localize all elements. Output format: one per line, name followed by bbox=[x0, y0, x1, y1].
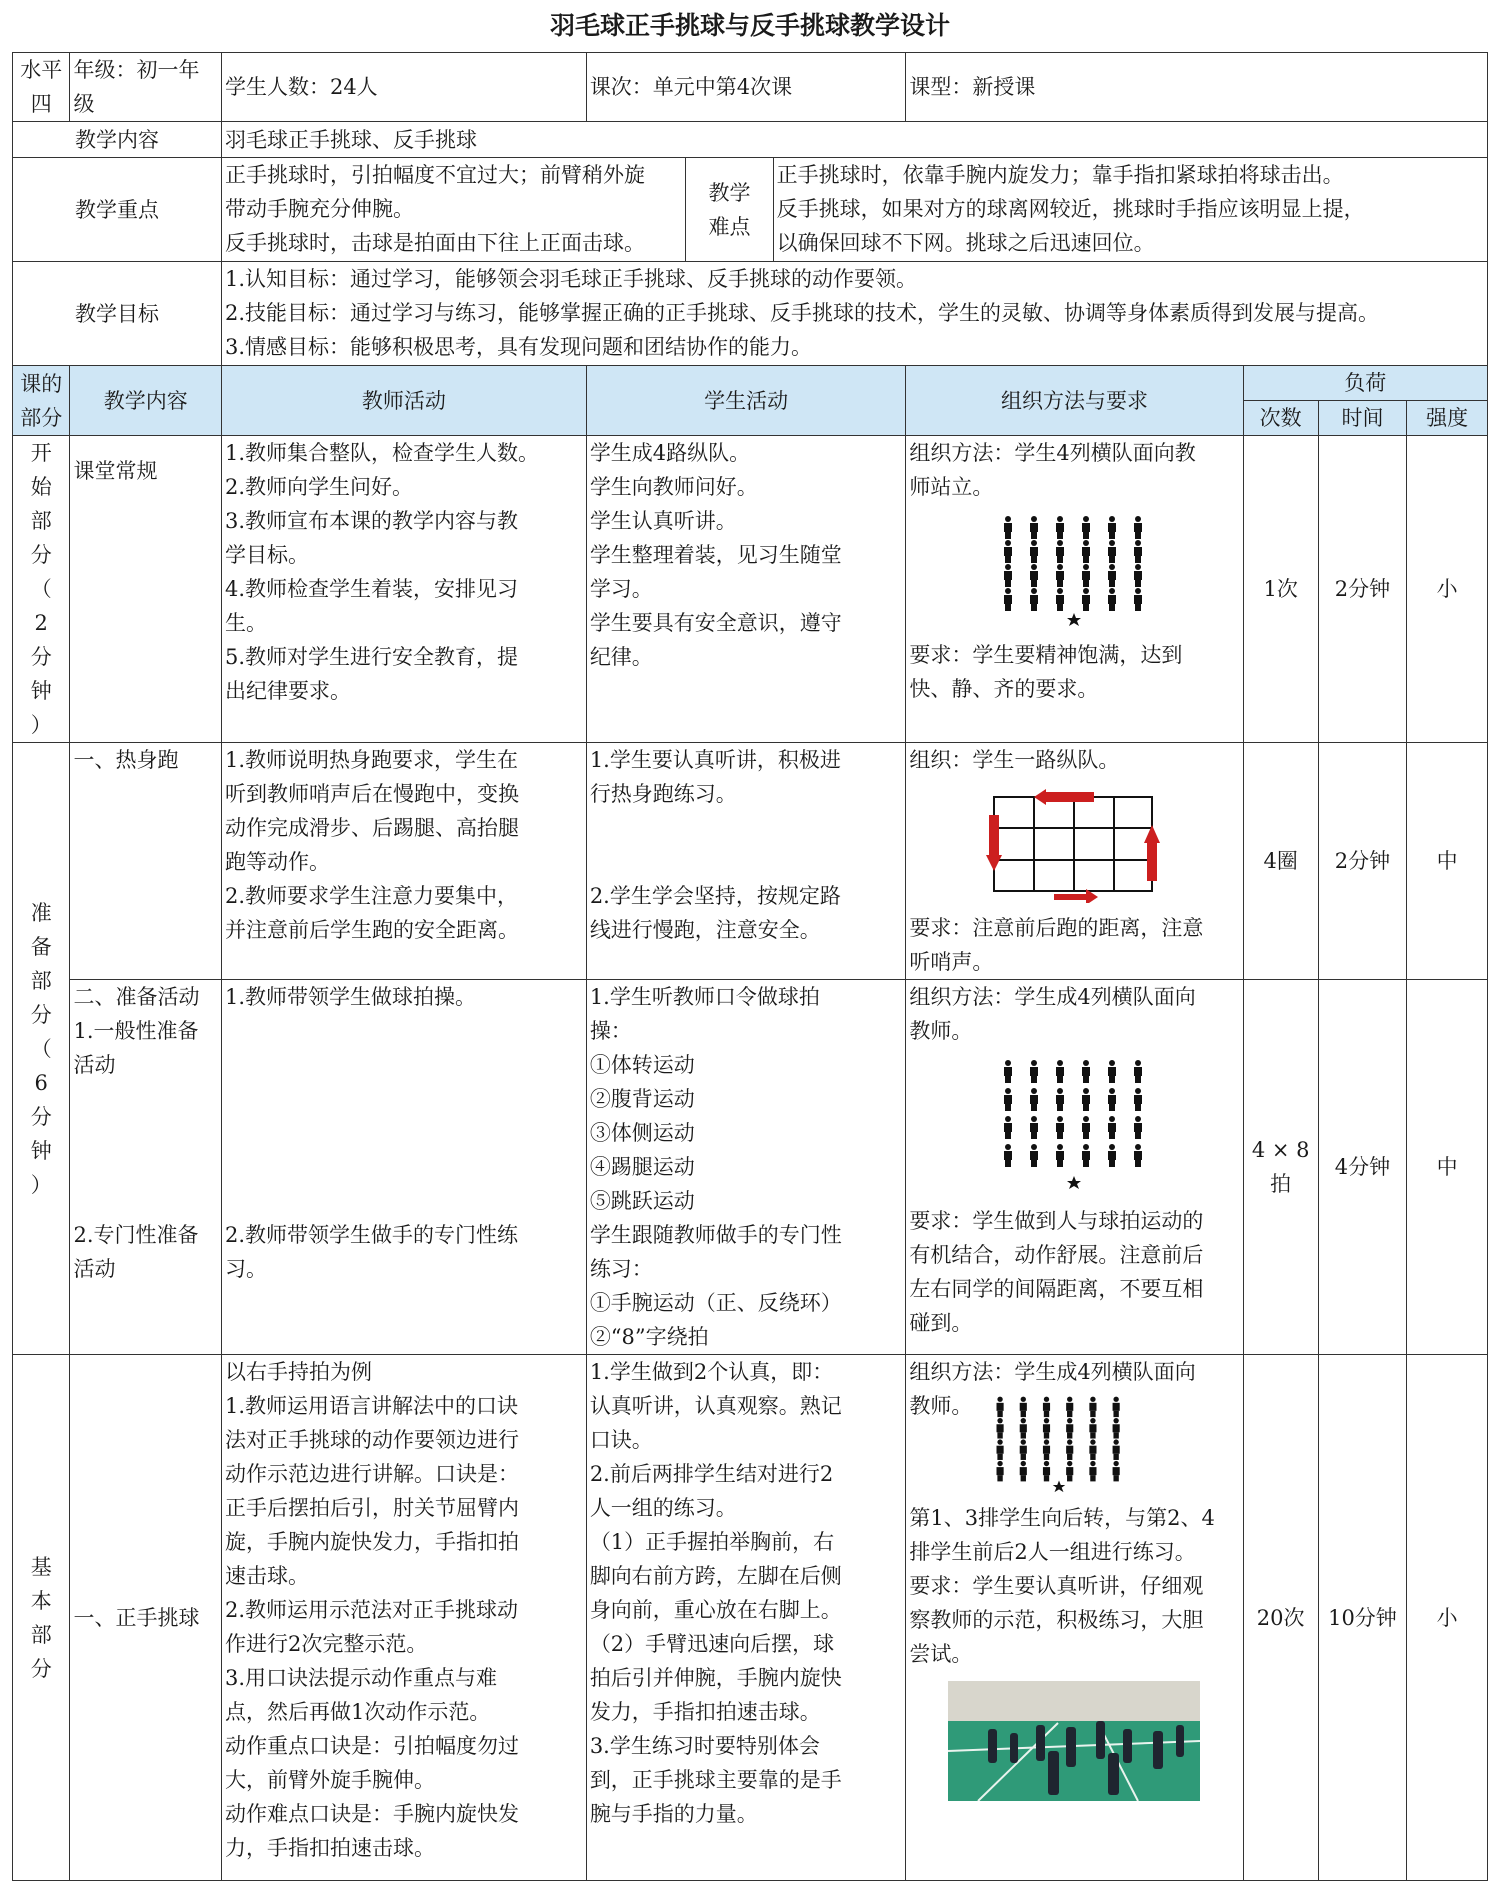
basic-intensity: 小 bbox=[1407, 1355, 1488, 1881]
activity-org: 组织方法：学生成4列横队面向 教师。 要求：学生做到人与球拍运动的 有机结合，动作舒展。注意前后 左右同学的间隔距离，不要互相 碰到。 bbox=[906, 980, 1243, 1355]
document-title: 羽毛球正手挑球与反手挑球教学设计 bbox=[549, 11, 950, 40]
key-text: 正手挑球时，引拍幅度不宜过大；前臂稍外旋 带动手腕充分伸腕。 反手挑球时，击球是拍面由下往上正面击球。 bbox=[221, 158, 685, 262]
student-figure-icon bbox=[1056, 1144, 1064, 1167]
student-figure-icon bbox=[1004, 1144, 1012, 1167]
header-row bbox=[13, 366, 1488, 401]
basic-content: 一、正手挑球 bbox=[70, 1355, 221, 1881]
student-figure-icon bbox=[1134, 1060, 1142, 1083]
student-figure-icon bbox=[1056, 1060, 1064, 1083]
student-figure-icon bbox=[1108, 516, 1116, 539]
student-figure-icon bbox=[1113, 1397, 1120, 1418]
activity-intensity: 中 bbox=[1407, 980, 1488, 1355]
key-label: 教学重点 bbox=[13, 158, 222, 262]
prep-part-label: 准备 部分 （ 6 分 钟 ） bbox=[13, 743, 70, 1355]
student-figure-icon bbox=[997, 1397, 1004, 1418]
badminton-class-photo bbox=[948, 1681, 1200, 1801]
basic-student: 1.学生做到2个认真，即： 认真听讲，认真观察。熟记 口诀。 2.前后两排学生结对进行2 人一组的练习。 （1）正手握拍举胸前，右 脚向右前方跨，左脚在后侧 身向前，重心放在右脚上。 （2）手臂迅速向后摆，球 拍后引并伸腕，手腕内旋快 发力，手指扣拍速击球。 3.学生练习时要特别体会 到，正手挑球主要靠的是手 腕与手指的力量。 bbox=[586, 1355, 906, 1881]
teacher-star-icon bbox=[1053, 1481, 1066, 1493]
student-figure-icon bbox=[1043, 1461, 1050, 1482]
header-content: 教学内容 bbox=[70, 366, 221, 436]
student-figure-icon bbox=[1030, 1116, 1038, 1139]
goals-text: 1.认知目标：通过学习，能够领会羽毛球正手挑球、反手挑球的动作要领。 2.技能目标：通过学习与练习，能够掌握正确的正手挑球、反手挑球的技术，学生的灵敏、协调等身体素质得到发展与提高。 3.情感目标：能够积极思考，具有发现问题和团结协作的能力。 bbox=[221, 262, 1487, 366]
student-figure-icon bbox=[1004, 540, 1012, 563]
student-figure-icon bbox=[1056, 564, 1064, 587]
basic-times: 20次 bbox=[1243, 1355, 1318, 1881]
student-figure-icon bbox=[1082, 1144, 1090, 1167]
student-figure-icon bbox=[1004, 516, 1012, 539]
student-figure-icon bbox=[1020, 1418, 1027, 1439]
student-figure-icon bbox=[1004, 1088, 1012, 1111]
warmup-times: 4圈 bbox=[1243, 743, 1318, 980]
lesson-type-cell: 课型：新授课 bbox=[906, 53, 1488, 122]
student-figure-icon bbox=[997, 1418, 1004, 1439]
student-figure-icon bbox=[1067, 1418, 1074, 1439]
basic-part-label: 基本 部分 bbox=[13, 1355, 70, 1881]
student-figure-icon bbox=[1134, 1088, 1142, 1111]
student-figure-icon bbox=[1108, 564, 1116, 587]
start-student: 学生成4路纵队。 学生向教师问好。 学生认真听讲。 学生整理着装，见习生随堂 学习。 学生要具有安全意识，遵守 纪律。 bbox=[586, 436, 906, 743]
teacher-star-icon bbox=[1067, 1176, 1081, 1189]
prep-row-activity bbox=[13, 980, 1488, 1355]
key-difficulty-row bbox=[13, 158, 1488, 262]
basic-org: 组织方法：学生成4列横队面向 教师。 第1、3排学生向后转，与第2、4 排学生前后2人一组进行练习。 要求：学生要认真听讲，仔细观 察教师的示范，积极练习，大胆 尝试。 bbox=[906, 1355, 1243, 1881]
student-figure-icon bbox=[1082, 1088, 1090, 1111]
student-figure-icon bbox=[1108, 1088, 1116, 1111]
difficulty-text: 正手挑球时，依靠手腕内旋发力；靠手指扣紧球拍将球击出。 反手挑球，如果对方的球离网较近，挑球时手指应该明显上提， 以确保回球不下网。挑球之后迅速回位。 bbox=[773, 158, 1487, 262]
teacher-star-icon bbox=[1067, 613, 1081, 626]
student-figure-icon bbox=[1043, 1397, 1050, 1418]
warmup-org: 组织：学生一路纵队。 要求：注意前后跑的距离，注意 听哨声。 bbox=[906, 743, 1243, 980]
basic-teacher: 以右手持拍为例 1.教师运用语言讲解法中的口诀 法对正手挑球的动作要领边进行 动作示范边进行讲解。口诀是： 正手后摆拍后引，肘关节屈臂内 旋，手腕内旋快发力，手指扣拍 速击球。 2.教师运用示范法对正手挑球动 作进行2次完整示范。 3.用口诀法提示动作重点与难 点，然后再做1次动作示范。 动作重点口诀是：引拍幅度勿过 大，前臂外旋手腕伸。 动作难点口诀是：手腕内旋快发 力，手指扣拍速击球。 bbox=[221, 1355, 586, 1881]
header-teacher: 教师活动 bbox=[221, 366, 586, 436]
content-value: 羽毛球正手挑球、反手挑球 bbox=[221, 122, 1487, 158]
student-figure-icon bbox=[1056, 540, 1064, 563]
start-teacher: 1.教师集合整队，检查学生人数。 2.教师向学生问好。 3.教师宣布本课的教学内容与教 学目标。 4.教师检查学生着装，安排见习 生。 5.教师对学生进行安全教育，提 出纪律要求。 bbox=[221, 436, 586, 743]
student-figures bbox=[1004, 1060, 1142, 1167]
student-figure-icon bbox=[1030, 516, 1038, 539]
goals-row bbox=[13, 262, 1488, 366]
info-row bbox=[13, 53, 1488, 122]
student-figure-icon bbox=[1030, 564, 1038, 587]
grade-cell: 年级：初一年级 bbox=[70, 53, 221, 122]
students-cell: 学生人数：24人 bbox=[221, 53, 586, 122]
start-row bbox=[13, 436, 1488, 743]
student-figure-icon bbox=[1082, 564, 1090, 587]
start-intensity: 小 bbox=[1407, 436, 1488, 743]
student-figure-icon bbox=[997, 1461, 1004, 1482]
start-org: 组织方法：学生4列横队面向教 师站立。 要求：学生要精神饱满，达到 快、静、齐的要求。 bbox=[906, 436, 1243, 743]
student-figure-icon bbox=[1134, 588, 1142, 611]
student-figure-icon bbox=[1020, 1439, 1027, 1460]
student-figures bbox=[997, 1397, 1120, 1482]
student-figure-icon bbox=[1056, 588, 1064, 611]
activity-times: 4 × 8 拍 bbox=[1243, 980, 1318, 1355]
student-figure-icon bbox=[1134, 564, 1142, 587]
student-figure-icon bbox=[1108, 1116, 1116, 1139]
student-figure-icon bbox=[1030, 1088, 1038, 1111]
student-figure-icon bbox=[1004, 588, 1012, 611]
lesson-plan-table bbox=[12, 52, 1488, 1881]
formation-diagram-4-rows bbox=[994, 512, 1154, 630]
start-time: 2分钟 bbox=[1318, 436, 1406, 743]
student-figure-icon bbox=[1030, 588, 1038, 611]
basic-row bbox=[13, 1355, 1488, 1881]
header-part: 课的 部分 bbox=[13, 366, 70, 436]
running-route-diagram bbox=[974, 785, 1174, 903]
student-figure-icon bbox=[1134, 516, 1142, 539]
student-figure-icon bbox=[1134, 540, 1142, 563]
activity-student: 1.学生听教师口令做球拍 操： ①体转运动 ②腹背运动 ③体侧运动 ④踢腿运动 ⑤跳跃运动 学生跟随教师做手的专门性 练习： ①手腕运动（正、反绕环） ②“8”字绕拍 bbox=[586, 980, 906, 1355]
student-figure-icon bbox=[1067, 1439, 1074, 1460]
student-figure-icon bbox=[1067, 1397, 1074, 1418]
student-figure-icon bbox=[1004, 1116, 1012, 1139]
student-figure-icon bbox=[1020, 1461, 1027, 1482]
student-figure-icon bbox=[1043, 1418, 1050, 1439]
student-figure-icon bbox=[1108, 540, 1116, 563]
student-figure-icon bbox=[1056, 1088, 1064, 1111]
student-figure-icon bbox=[1113, 1418, 1120, 1439]
activity-teacher: 1.教师带领学生做球拍操。 2.教师带领学生做手的专门性练 习。 bbox=[221, 980, 586, 1355]
student-figure-icon bbox=[1108, 1060, 1116, 1083]
formation-diagram-4-rows bbox=[979, 1393, 1139, 1493]
student-figure-icon bbox=[1043, 1439, 1050, 1460]
student-figure-icon bbox=[1004, 1060, 1012, 1083]
student-figure-icon bbox=[1108, 588, 1116, 611]
header-org: 组织方法与要求 bbox=[906, 366, 1243, 436]
student-figure-icon bbox=[1134, 1144, 1142, 1167]
student-figure-icon bbox=[1004, 564, 1012, 587]
header-time: 时间 bbox=[1318, 401, 1406, 436]
student-figures bbox=[1004, 516, 1142, 611]
student-figure-icon bbox=[1108, 1144, 1116, 1167]
student-figure-icon bbox=[1082, 1060, 1090, 1083]
content-label: 教学内容 bbox=[13, 122, 222, 158]
prep-row-warmup bbox=[13, 743, 1488, 980]
warmup-intensity: 中 bbox=[1407, 743, 1488, 980]
student-figure-icon bbox=[1020, 1397, 1027, 1418]
student-figure-icon bbox=[1113, 1439, 1120, 1460]
content-row bbox=[13, 122, 1488, 158]
activity-content: 二、准备活动 1.一般性准备 活动 2.专门性准备 活动 bbox=[70, 980, 221, 1355]
warmup-time: 2分钟 bbox=[1318, 743, 1406, 980]
activity-time: 4分钟 bbox=[1318, 980, 1406, 1355]
student-figure-icon bbox=[1090, 1397, 1097, 1418]
warmup-student: 1.学生要认真听讲，积极进 行热身跑练习。 2.学生学会坚持，按规定路 线进行慢跑，注意安全。 bbox=[586, 743, 906, 980]
student-figure-icon bbox=[1082, 1116, 1090, 1139]
student-figure-icon bbox=[1082, 516, 1090, 539]
warmup-content: 一、热身跑 bbox=[70, 743, 221, 980]
student-figure-icon bbox=[1056, 516, 1064, 539]
student-figure-icon bbox=[1134, 1116, 1142, 1139]
student-figure-icon bbox=[997, 1439, 1004, 1460]
lesson-number-cell: 课次：单元中第4次课 bbox=[586, 53, 906, 122]
student-figure-icon bbox=[1030, 1144, 1038, 1167]
student-figure-icon bbox=[1030, 540, 1038, 563]
warmup-teacher: 1.教师说明热身跑要求，学生在 听到教师哨声后在慢跑中，变换 动作完成滑步、后踢腿、高抬腿 跑等动作。 2.教师要求学生注意力要集中， 并注意前后学生跑的安全距离。 bbox=[221, 743, 586, 980]
student-figure-icon bbox=[1090, 1439, 1097, 1460]
start-content: 课堂常规 bbox=[70, 436, 221, 743]
student-figure-icon bbox=[1090, 1418, 1097, 1439]
student-figure-icon bbox=[1067, 1461, 1074, 1482]
student-figure-icon bbox=[1113, 1461, 1120, 1482]
basic-time: 10分钟 bbox=[1318, 1355, 1406, 1881]
header-student: 学生活动 bbox=[586, 366, 906, 436]
start-part-label: 开始 部分 （ 2 分 钟 ） bbox=[13, 436, 70, 743]
student-figure-icon bbox=[1056, 1116, 1064, 1139]
level-cell: 水平四 bbox=[13, 53, 70, 122]
student-figure-icon bbox=[1090, 1461, 1097, 1482]
start-times: 1次 bbox=[1243, 436, 1318, 743]
header-times: 次数 bbox=[1243, 401, 1318, 436]
goals-label: 教学目标 bbox=[13, 262, 222, 366]
difficulty-label: 教学 难点 bbox=[686, 158, 773, 262]
header-load: 负荷 bbox=[1243, 366, 1487, 401]
student-figure-icon bbox=[1082, 588, 1090, 611]
header-intensity: 强度 bbox=[1407, 401, 1488, 436]
student-figure-icon bbox=[1030, 1060, 1038, 1083]
formation-diagram-4-rows bbox=[994, 1056, 1154, 1196]
student-figure-icon bbox=[1082, 540, 1090, 563]
